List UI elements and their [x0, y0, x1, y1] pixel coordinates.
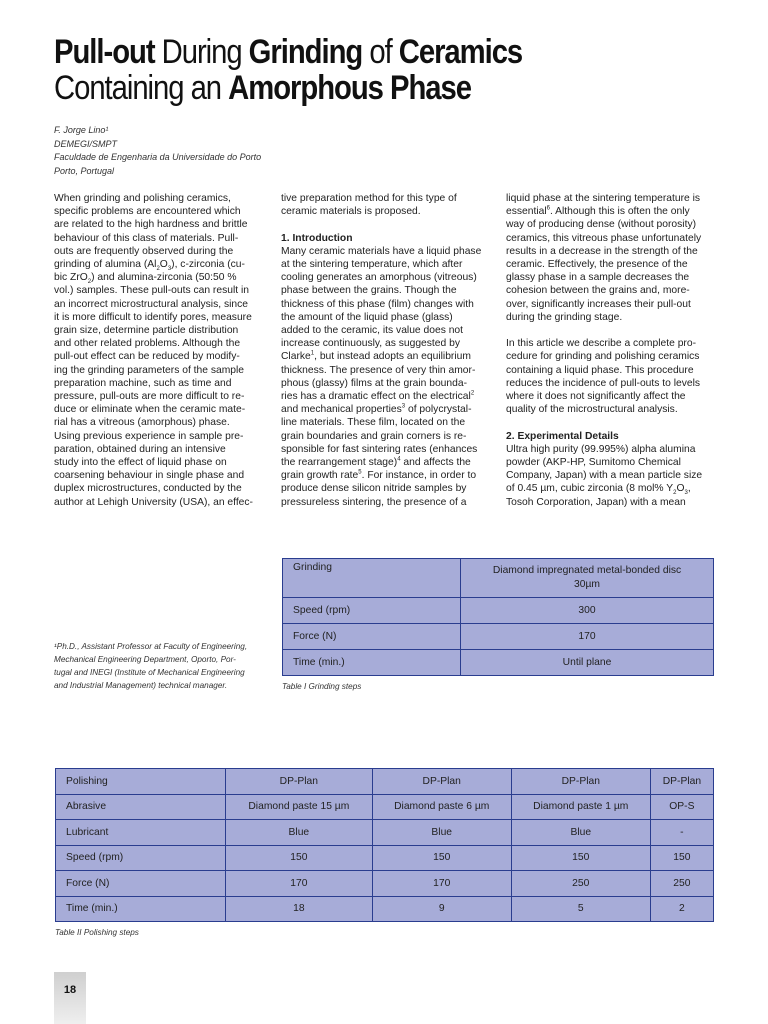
section-heading-experimental: 2. Experimental Details [506, 430, 619, 442]
grinding-table [282, 558, 714, 676]
paragraph [506, 192, 718, 324]
reference-mark: 6 [546, 205, 550, 212]
table-row [56, 896, 714, 922]
author-department: DEMEGI/SMPT [54, 138, 118, 149]
table-cell: 150 [511, 845, 650, 871]
reference-mark: 1 [310, 351, 315, 357]
title-part: Containing an [54, 69, 229, 107]
table-row [56, 794, 714, 820]
table-cell: Blue [226, 820, 373, 846]
table-row [56, 845, 714, 871]
page-number: 18 [63, 984, 77, 996]
table-cell: Blue [372, 820, 511, 846]
table-cell: Diamond paste 15 µm [226, 794, 373, 820]
table-cell: 170 [372, 871, 511, 897]
table-cell-value: 170 [461, 624, 714, 650]
text-run: ) and alumina-zirconia (50:50 % vol.) samples. These pull-outs can result in an incorrect microstructural analysis, since it is more difficult to identify pores, measure grain size, determine particle distribution and other related problems. Although the pull-out effect can be reduced by modify- ing the grinding parameters of the sample preparation machine, such as time and pressure, pull-outs are more difficult to re- duce or eliminate when the ceramic mate- rial has a vitreous (amorphous) phase. Using previous experience in sample pre- paration, obtained during an intensive study into the effect of liquid phase on coarsening behaviour in single phase and duplex microstructures, conducted by the author at Lehigh University (USA), an effec- [54, 272, 253, 508]
table-row [283, 598, 714, 624]
paragraph [54, 192, 264, 509]
table-cell: 150 [226, 845, 373, 871]
text-run: , but instead adopts an equilibrium thickness. The presence of very thin amor- phous (glassy) films at the grain bounda- ries has a dramatic effect on the electrical [281, 351, 476, 403]
table-cell: OP-S [650, 794, 713, 820]
table-cell-label: Time (min.) [283, 650, 461, 676]
paragraph: In this article we describe a complete pro- cedure for grinding and polishing ceramics containing a liquid phase. This procedure reduces the incidence of pull-outs to levels where it does not significantly affect the quality of the microstructural analysis. [506, 338, 701, 416]
subscript: 3 [167, 266, 172, 273]
title-part: Grinding [248, 33, 363, 71]
author-location: Porto, Portugal [54, 165, 115, 176]
table-cell: DP-Plan [650, 769, 713, 795]
table-cell: 250 [650, 871, 713, 897]
table-cell: 150 [372, 845, 511, 871]
subscript: 2 [673, 490, 677, 497]
reference-mark: 2 [470, 390, 475, 397]
paragraph [281, 245, 493, 509]
table-cell-label: Speed (rpm) [283, 598, 461, 624]
text-column-2 [281, 192, 493, 509]
article-title [54, 34, 733, 106]
page-number-tab [54, 972, 86, 1024]
table-cell: Diamond paste 1 µm [511, 794, 650, 820]
table-cell: 250 [511, 871, 650, 897]
table-cell: Blue [511, 820, 650, 846]
table-cell: 170 [226, 871, 373, 897]
table-cell: 5 [511, 896, 650, 922]
table-cell: 9 [372, 896, 511, 922]
polishing-table [55, 768, 714, 922]
table-cell-label: Speed (rpm) [56, 845, 226, 871]
table-row [56, 871, 714, 897]
subscript: 2 [156, 266, 160, 273]
table-row [283, 624, 714, 650]
text-run: ), c-zirconia (cu- bic ZrO [54, 259, 245, 284]
subscript: 3 [684, 490, 688, 497]
title-part: Ceramics [398, 33, 523, 71]
table-cell-label: Lubricant [56, 820, 226, 846]
table-cell: DP-Plan [226, 769, 373, 795]
table-cell-label: Abrasive [56, 794, 226, 820]
table-caption: Table II Polishing steps [55, 928, 139, 937]
title-part: of [362, 33, 399, 71]
table-caption: Table I Grinding steps [282, 682, 362, 691]
text-run: O [676, 483, 685, 495]
table-cell-label: Time (min.) [56, 896, 226, 922]
text-run: Ultra high purity (99.995%) alpha alumina powder (AKP-HP, Sumitomo Chemical Company, Japan) with a mean particle size of 0.45 µm, cubic zirconia (8 mol% Y [506, 443, 703, 495]
text-run: O [159, 259, 168, 271]
reference-mark: 5 [358, 469, 362, 476]
author-name: F. Jorge Lino¹ [54, 125, 109, 135]
table-cell: 150 [650, 845, 713, 871]
text-run: When grinding and polishing ceramics, specific problems are encountered which are related to the high hardness and brittle behaviour of this class of materials. Pull- outs are frequently observed during the grinding of alumina (Al [54, 193, 248, 271]
table-row [283, 650, 714, 676]
text-run: and mechanical properties [281, 404, 402, 416]
text-run: and affects the grain growth rate [281, 457, 471, 482]
reference-mark: 3 [401, 403, 406, 410]
table-cell-label: Force (N) [56, 871, 226, 897]
text-column-3 [506, 192, 718, 509]
table-cell-label: Polishing [56, 769, 226, 795]
author-institution: Faculdade de Engenharia da Universidade do Porto [54, 152, 262, 162]
title-part: During [154, 33, 249, 71]
table-cell: DP-Plan [511, 769, 650, 795]
table-cell: 18 [226, 896, 373, 922]
reference-mark: 4 [397, 456, 401, 463]
section-heading-introduction: 1. Introduction [281, 232, 353, 244]
table-cell-label: Force (N) [283, 624, 461, 650]
table-cell: DP-Plan [372, 769, 511, 795]
paragraph [506, 443, 718, 509]
text-run: . For instance, in order to produce dense silicon nitride samples by pressureless sintering, the presence of a [281, 470, 477, 508]
table-cell-value: Until plane [461, 650, 714, 676]
text-column-1 [54, 192, 264, 509]
author-block [54, 124, 261, 178]
table-row [56, 769, 714, 795]
table-cell: Diamond paste 6 µm [372, 794, 511, 820]
table-cell-value: 300 [461, 598, 714, 624]
title-part: Amorphous Phase [228, 69, 471, 107]
text-run: liquid phase at the sintering temperature is essential [506, 193, 701, 218]
title-part: Pull-out [54, 33, 155, 71]
table-row [283, 559, 714, 598]
subscript: 2 [87, 279, 92, 286]
footnote: ¹Ph.D., Assistant Professor at Faculty of Engineering, Mechanical Engineering Department, Oporto, Por- tugal and INEGI (Institute of Mechanical Engineering and Industrial Management) technical manager. [54, 642, 248, 690]
text-run: Many ceramic materials have a liquid phase at the sintering temperature, which after cooling generates an amorphous (vitreous) phase between the grains. Though the thickness of this phase (film) changes with the amount of the liquid phase (glass) added to the ceramic, its value does not increase continuously, as suggested by Clarke [281, 245, 482, 363]
table-cell: - [650, 820, 713, 846]
table-row [56, 820, 714, 846]
text-run: . Although this is often the only way of producing dense (without porosity) ceramics, this vitreous phase unfortunately results in a decrease in the strength of the ceramic. Effectively, the presence of the glassy phase in a sample decreases the cohesion between the grains and, more- over, significantly increases their pull-out during the grinding stage. [506, 206, 702, 323]
table-cell-value: Diamond impregnated metal-bonded disc 30µm [461, 559, 714, 598]
text-run: of polycrystal- line materials. These film, located on the grain boundaries and grain corners is re- sponsible for fast sintering rates (enhances the rearrangement stage) [281, 404, 478, 469]
table-cell-label: Grinding [283, 559, 461, 598]
paragraph: tive preparation method for this type of ceramic materials is proposed. [281, 193, 457, 218]
text-run: , Tosoh Corporation, Japan) with a mean [506, 483, 691, 508]
table-cell: 2 [650, 896, 713, 922]
